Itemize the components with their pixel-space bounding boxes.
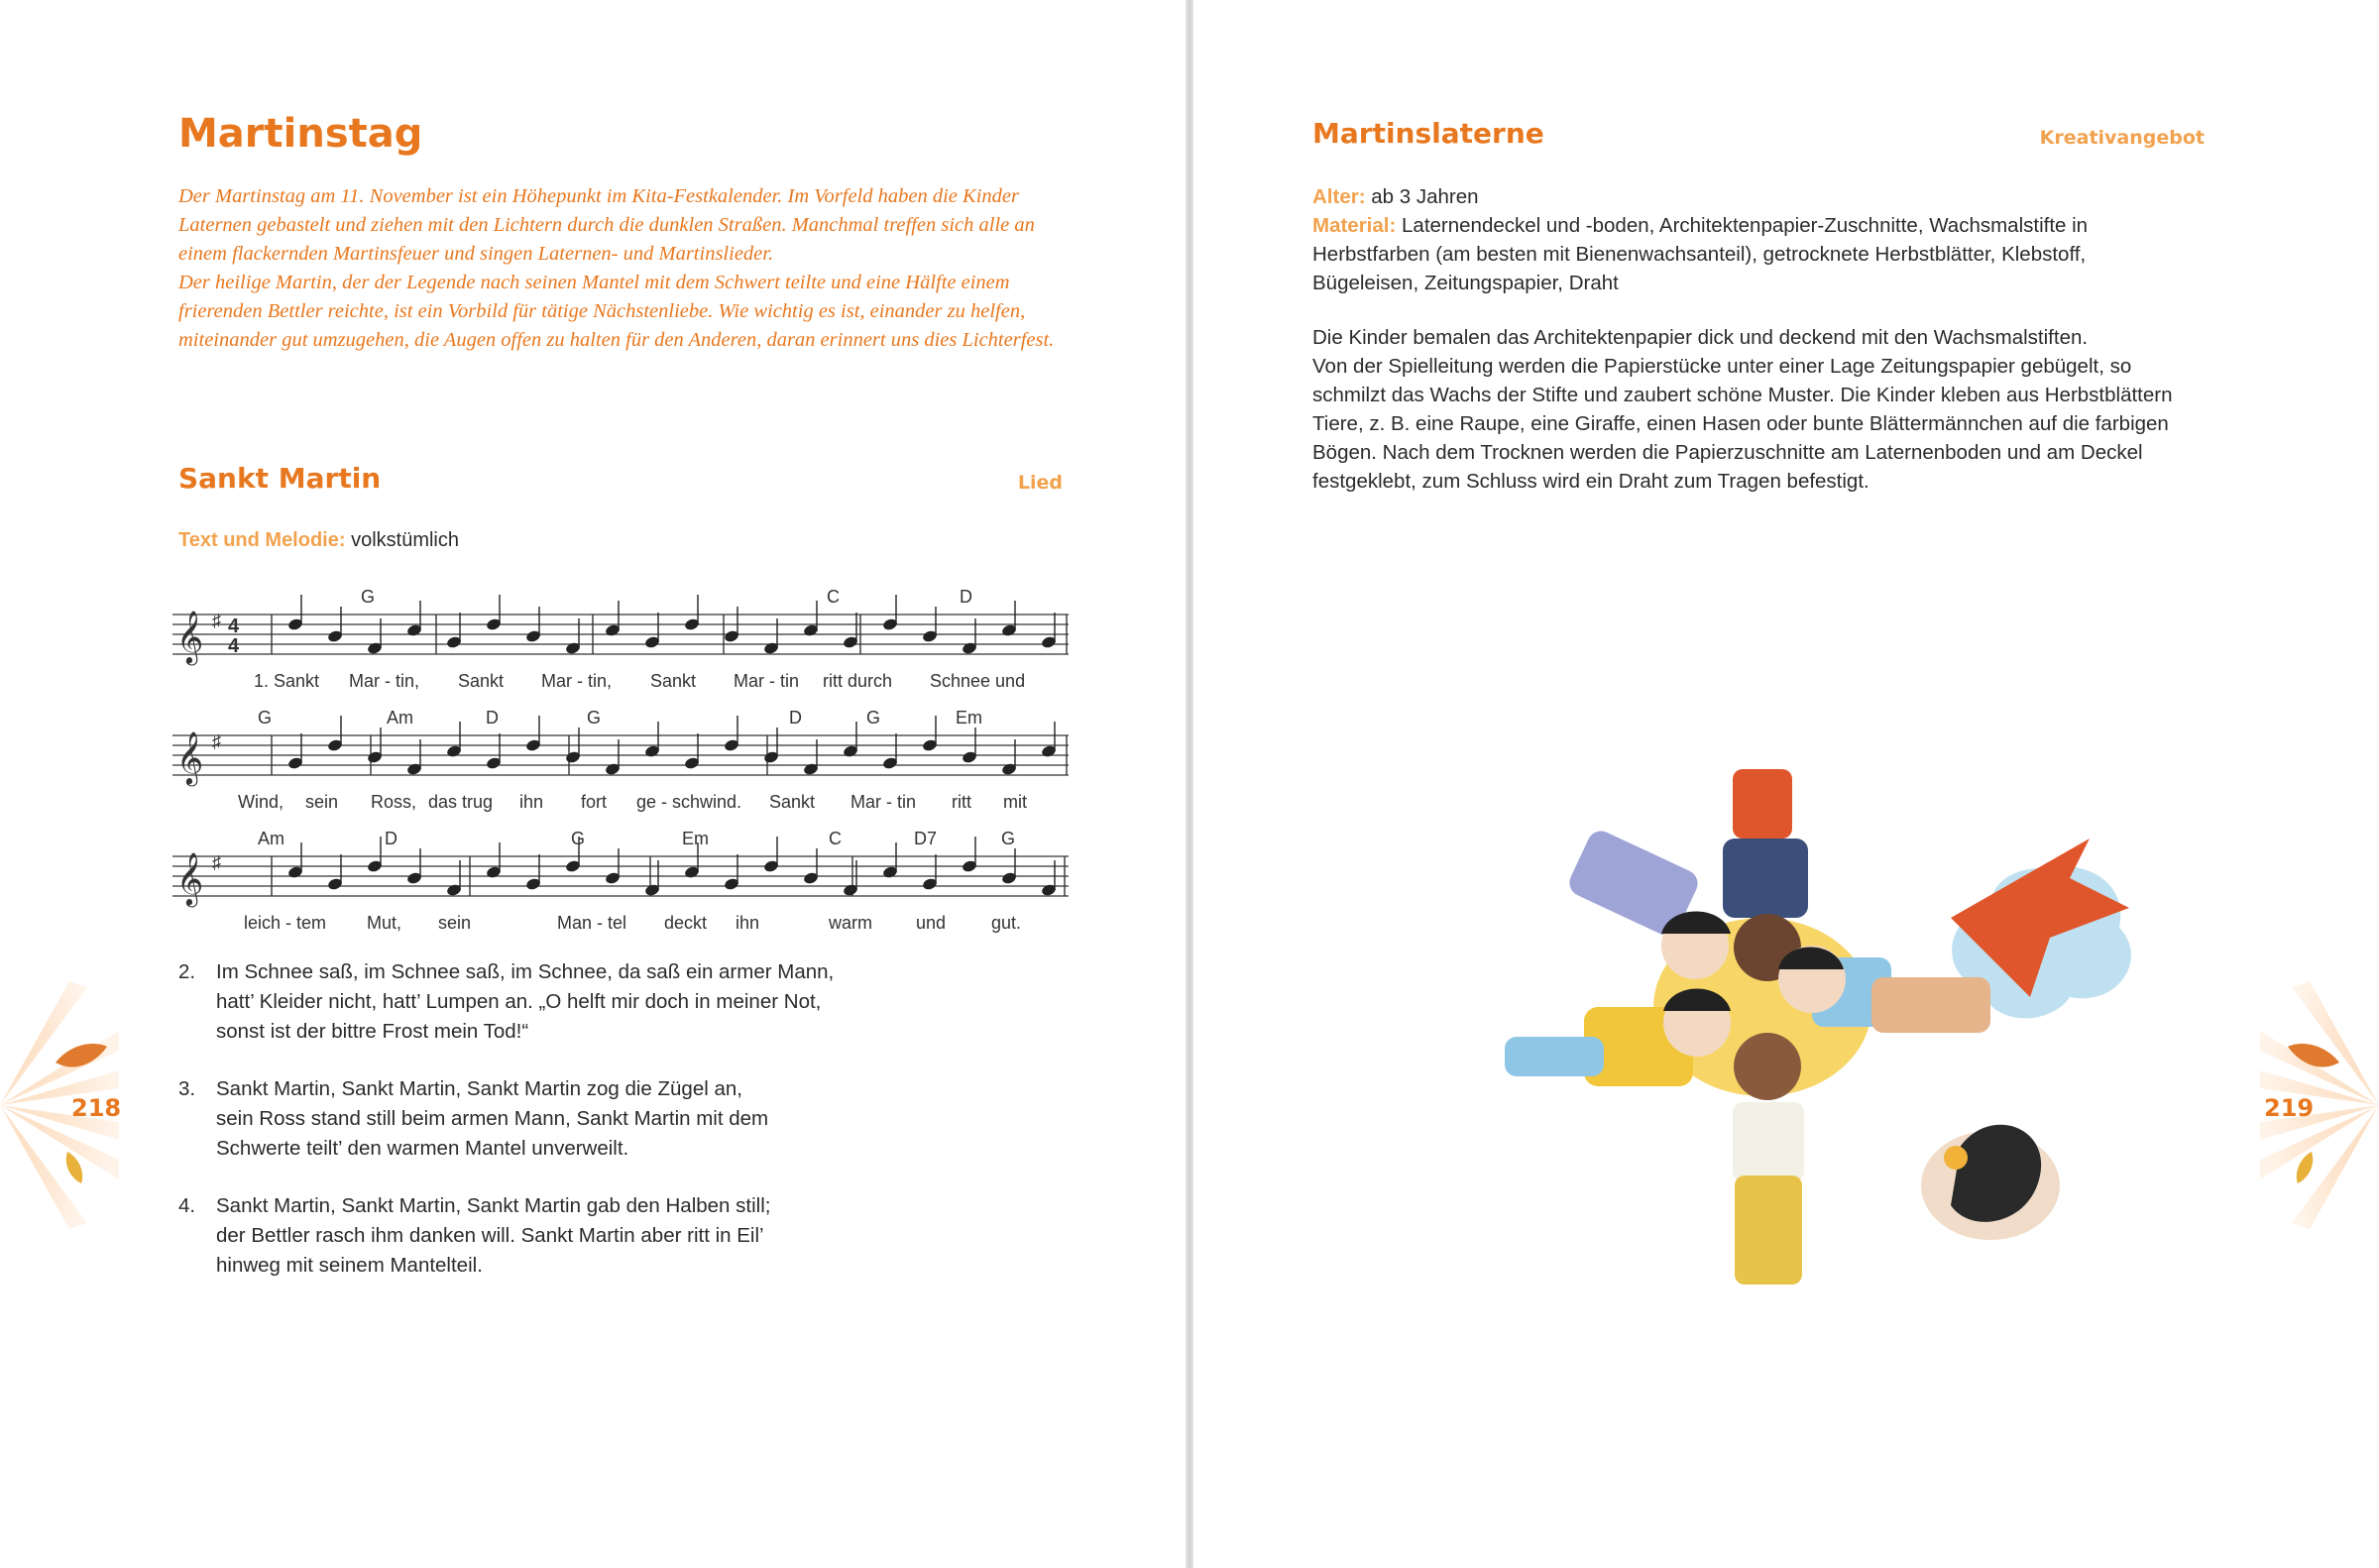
lyric: ge - schwind. [636,792,742,812]
instruction-paragraph-1: Die Kinder bemalen das Architektenpapier dick und deckend mit den Wachsmalstiften. [1312,326,2089,349]
leaf-icon [56,1044,107,1067]
lyric: Mut, [367,913,402,933]
staff-3-lyrics [244,913,1021,933]
verse-number: 4. [178,1194,196,1217]
age-label: Alter: [1312,185,1366,208]
treble-clef-icon: 𝄞 [176,611,204,662]
staff-1-chords [361,587,972,607]
chord: G [361,587,376,607]
verse-number: 3. [178,1077,196,1100]
chord: Am [258,829,284,848]
verse-3 [178,1074,1051,1164]
verse-2 [178,957,1051,1047]
time-signature: 4 [228,616,240,637]
leaf-icon [2297,1152,2313,1183]
sharp-icon: ♯ [212,731,221,751]
chord: Am [387,708,413,728]
song-credit [178,529,459,552]
chord: D [385,829,397,848]
chord: G [571,829,586,848]
lyric: mit [1003,792,1027,812]
lyric: sein [305,792,339,812]
page-title: Martinstag [178,111,423,157]
age-value: ab 3 Jahren [1371,185,1479,208]
chord: G [258,708,273,728]
verse-number: 2. [178,960,196,983]
lyric: Sankt [458,671,505,691]
lyric: Wind, [238,792,284,812]
sharp-icon: ♯ [212,611,221,630]
credit-label: Text und Melodie: [178,529,346,551]
book-gutter [1186,0,1193,1568]
material-label: Material: [1312,214,1397,237]
material-value: Laternendeckel und -boden, Architektenpapier-Zuschnitte, Wachsmalstifte in Herbstfarben (am besten mit Bienenwachsanteil), getrocknete Herbstblätter, Klebstoff, Bügeleisen, Zeitungspapier, Draht [1312,214,2089,294]
child-left-top [1565,827,1731,979]
song-title: Sankt Martin [178,462,382,495]
treble-clef-icon: 𝄞 [176,852,204,904]
page-number-right: 219 [2264,1094,2315,1122]
activity-info [1312,182,2185,297]
treble-clef-icon: 𝄞 [176,731,204,783]
lyric: Mar - tin, [349,671,420,691]
verse-line: Sankt Martin, Sankt Martin, Sankt Martin gab den Halben still; [216,1194,771,1217]
lyric: Mar - tin [850,792,917,812]
lyric: ritt durch [823,671,893,691]
child-bottom [1733,1033,1804,1285]
chord: G [866,708,881,728]
intro-paragraph-2: Der heilige Martin, der der Legende nach seinen Mantel mit dem Schwert teilte und eine Hälfte einem frierenden Bettler reichte, ist ein Vorbild für tätige Nächstenliebe. Wie wichtig es ist, einander zu helfen, miteinander gut umzugehen, die Augen offen zu halten für den Anderen, daran erinnert uns dies Lichterfest. [178,272,1055,351]
activity-instructions [1312,323,2185,496]
lyric: sein [438,913,472,933]
lyric: leich - tem [244,913,327,933]
staff-3-chords [258,829,1015,848]
chord: C [827,587,840,607]
intro-paragraph-1: Der Martinstag am 11. November ist ein Höhepunkt im Kita-Festkalender. Im Vorfeld haben die Kinder Laternen gebastelt und ziehen mit den Lichtern durch die dunklen Straßen. Manchmal treffen sich alle an einem flackernden Martinsfeuer und singen Laternen- und Martinslieder. [178,185,1035,265]
chord: Em [956,708,982,728]
chord: G [587,708,602,728]
verse-line: hinweg mit seinem Mantelteil. [216,1254,483,1277]
verse-line: Im Schnee saß, im Schnee saß, im Schnee, da saß ein armer Mann, [216,960,835,983]
song-tag: Lied [1017,472,1063,494]
lyric: Ross, [371,792,417,812]
lyric: ritt [952,792,971,812]
lyric: ihn [736,913,760,933]
lyric: Schnee und [930,671,1026,691]
material-line [1312,211,2185,297]
time-signature: 4 [228,635,240,657]
age-line [1312,182,2185,211]
verse-4 [178,1191,1051,1281]
song-verses [178,957,1051,1308]
verse-line: Schwerte teilt’ den warmen Mantel unverweilt. [216,1137,629,1160]
staff-2-lyrics [238,792,1027,812]
lyric: Sankt [769,792,816,812]
staff-lines [172,611,1069,907]
chord: Em [682,829,709,848]
chord: D [486,708,499,728]
sharp-icon: ♯ [212,852,221,872]
chord: D [789,708,802,728]
lyric: deckt [664,913,708,933]
leaf-icon [66,1152,82,1183]
lyric: Man - tel [557,913,627,933]
chord: G [1001,829,1016,848]
verse-line: der Bettler rasch ihm danken will. Sankt Martin aber ritt in Eil’ [216,1224,764,1247]
activity-title: Martinslaterne [1312,117,1544,150]
staff-2-chords [258,708,982,728]
lyric: das trug [428,792,494,812]
activity-tag: Kreativangebot [2039,127,2205,149]
verse-line: sonst ist der bittre Frost mein Tod!“ [216,1020,529,1043]
staff-1-lyrics [254,671,1025,691]
right-page [1193,0,2379,1568]
credit-value: volkstümlich [351,529,459,551]
instruction-paragraph-2: Von der Spielleitung werden die Papierstücke unter einer Lage Zeitungspapier gebügelt, so schmilzt das Wachs der Stifte und zaubert schöne Muster. Die Kinder kleben aus Herbstblättern Tiere, z. B. eine Raupe, eine Giraffe, einen Hasen oder bunte Blättermännchen auf die farbigen Bögen. Nach dem Trocknen werden die Papierzuschnitte am Laternenboden und am Deckel festgeklebt, zum Schluss wird ein Draht zum Tragen befestigt. [1312,355,2173,493]
bird-black [1921,1125,2060,1240]
lyric: fort [581,792,608,812]
lyric: ihn [519,792,544,812]
lyric: warm [829,913,872,933]
lyric: und [916,913,947,933]
lyric: gut. [991,913,1022,933]
lyric: Mar - tin [734,671,800,691]
chord: D7 [914,829,938,848]
sheet-music [172,579,1075,941]
chord: D [960,587,972,607]
children-illustration [1435,710,2209,1344]
lyric: Sankt [650,671,697,691]
lyric: 1. Sankt [254,671,320,691]
left-page [0,0,1186,1568]
verse-line: sein Ross stand still beim armen Mann, Sankt Martin mit dem [216,1107,769,1130]
child-top [1723,769,1808,981]
page-number-left: 218 [71,1094,122,1122]
lyric: Mar - tin, [541,671,613,691]
chord: C [829,829,842,848]
intro-text [178,182,1071,355]
verse-line: Sankt Martin, Sankt Martin, Sankt Martin zog die Zügel an, [216,1077,742,1100]
verse-line: hatt’ Kleider nicht, hatt’ Lumpen an. „O helft mir doch in meiner Not, [216,990,822,1013]
